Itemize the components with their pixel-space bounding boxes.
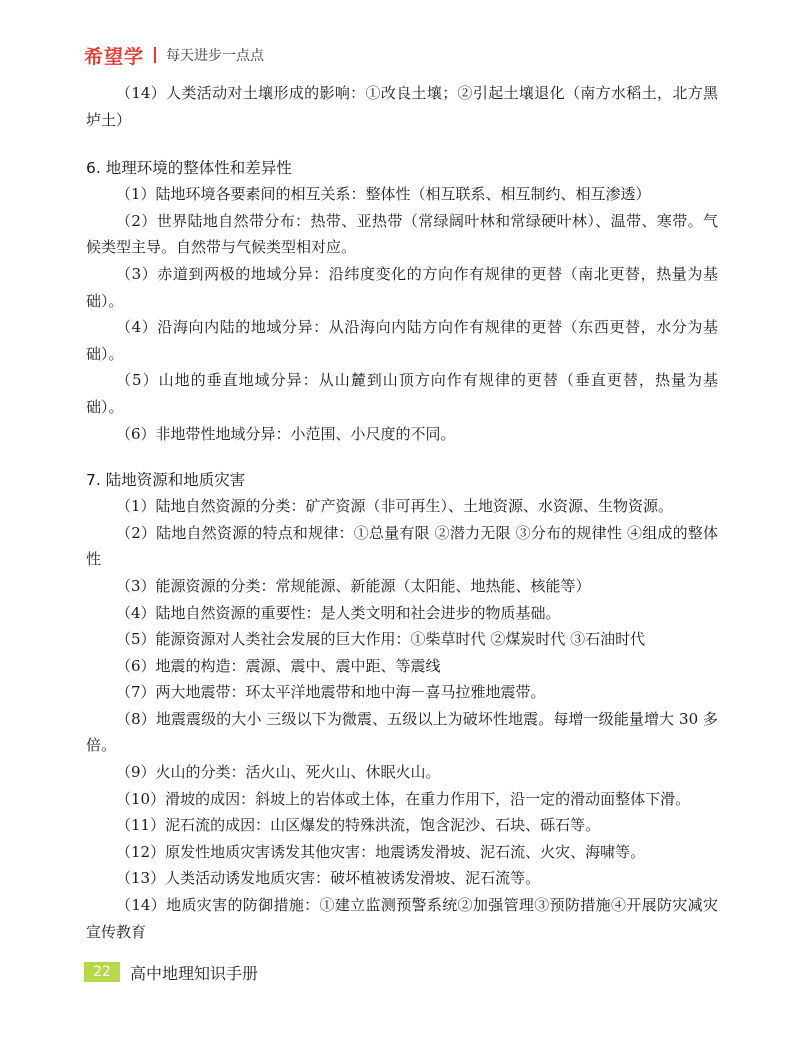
page-header: [84, 40, 264, 70]
section-7-item: （14）地质灾害的防御措施：①建立监测预警系统②加强管理③预防措施④开展防灾减灾宣传教育: [86, 896, 718, 941]
section-7-item: （11）泥石流的成因：山区爆发的特殊洪流，饱含泥沙、石块、砾石等。: [116, 816, 601, 835]
section-7-item: （13）人类活动诱发地质灾害：破坏植被诱发滑坡、泥石流等。: [116, 869, 541, 888]
brand-logo: 希望学: [84, 45, 145, 68]
section-7-item: （10）滑坡的成因：斜坡上的岩体或土体，在重力作用下，沿一定的滑动面整体下滑。: [116, 789, 691, 808]
section-7-item: （3）能源资源的分类：常规能源、新能源（太阳能、地热能、核能等）: [116, 576, 591, 595]
page-footer: [84, 961, 258, 983]
section-6-item: （3）赤道到两极的地域分异：沿纬度变化的方向作有规律的更替（南北更替，热量为基础）。: [86, 264, 718, 310]
section-6-item: （6）非地带性地域分异：小范围、小尺度的不同。: [116, 424, 456, 443]
section-6-item: （1）陆地环境各要素间的相互关系：整体性（相互联系、相互制约、相互渗透）: [116, 185, 651, 204]
page-content: [86, 80, 718, 945]
section-gap: [86, 447, 718, 467]
section-7-item: （6）地震的构造：震源、震中、震中距、等震线: [116, 656, 441, 675]
section-7-item: （4）陆地自然资源的重要性：是人类文明和社会进步的物质基础。: [116, 603, 561, 622]
header-divider: [154, 47, 156, 63]
section-7-item: （9）火山的分类：活火山、死火山、休眠火山。: [116, 763, 441, 782]
section-7-item: （2）陆地自然资源的特点和规律：①总量有限 ②潜力无限 ③分布的规律性 ④组成的整体性: [86, 523, 718, 569]
section-6-item: （4）沿海向内陆的地域分异：从沿海向内陆方向作有规律的更替（东西更替，水分为基础）。: [86, 318, 718, 363]
section-6-item: （2）世界陆地自然带分布：热带、亚热带（常绿阔叶林和常绿硬叶林）、温带、寒带。气候类型主导。自然带与气候类型相对应。: [86, 211, 718, 257]
section-7-item: （5）能源资源对人类社会发展的巨大作用：①柴草时代 ②煤炭时代 ③石油时代: [116, 630, 646, 649]
section-7-item: （12）原发性地质灾害诱发其他灾害：地震诱发滑坡、泥石流、火灾、海啸等。: [116, 842, 646, 861]
section-gap: [86, 133, 718, 155]
section-6-title: 6. 地理环境的整体性和差异性: [86, 159, 292, 178]
section-6-item: （5）山地的垂直地域分异：从山麓到山顶方向作有规律的更替（垂直更替，热量为基础）。: [86, 371, 718, 416]
book-title: 高中地理知识手册: [130, 963, 259, 983]
section-7-item: （7）两大地震带：环太平洋地震带和地中海－喜马拉雅地震带。: [116, 683, 546, 702]
section-7-item: （8）地震震级的大小 三级以下为微震、五级以上为破坏性地震。每增一级能量增大 30 多倍。: [86, 709, 718, 755]
section-7-title: 7. 陆地资源和地质灾害: [86, 471, 246, 490]
section-7-item: （1）陆地自然资源的分类：矿产资源（非可再生）、土地资源、水资源、生物资源。: [116, 497, 674, 516]
page-number-badge: 22: [84, 962, 120, 982]
intro-item-14: （14）人类活动对土壤形成的影响：①改良土壤；②引起土壤退化（南方水稻土，北方黑垆土）: [86, 84, 718, 129]
header-slogan: 每天进步一点点: [166, 48, 265, 64]
